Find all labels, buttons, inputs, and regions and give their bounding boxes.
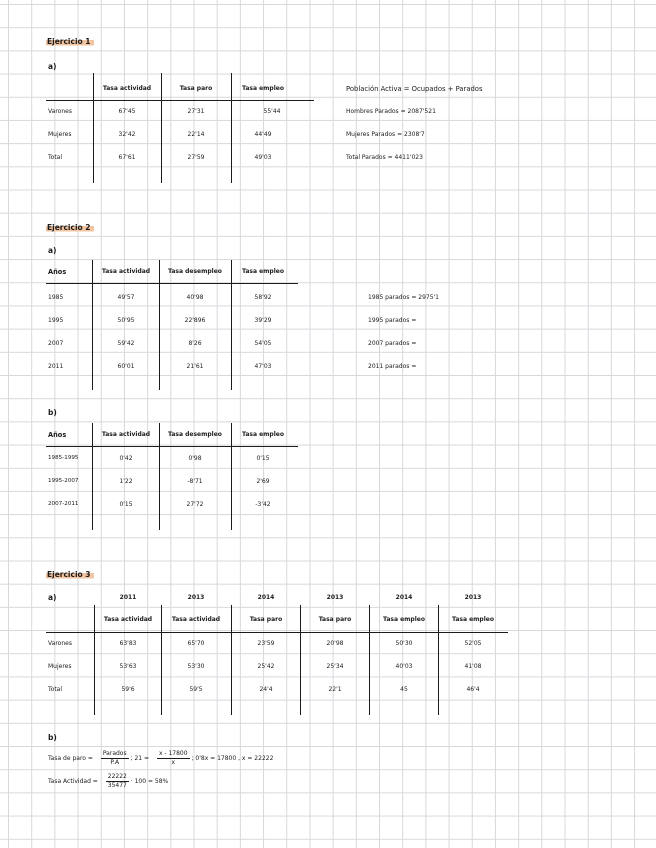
- formula-lhs: Tasa Actividad =: [48, 778, 98, 785]
- fraction-denominator: x: [171, 759, 176, 766]
- cell: 58'92: [254, 294, 272, 301]
- ex3-year: 2011: [119, 594, 137, 601]
- ex3-col-rule-4: [300, 605, 301, 715]
- ex3-col-rule-5: [369, 605, 370, 715]
- ex1-header-unemployment: Tasa paro: [179, 85, 213, 92]
- exercise-2-part-a: a): [48, 246, 57, 255]
- ex3-col-rule-1: [94, 605, 95, 715]
- cell: 2'69: [256, 478, 270, 485]
- cell: 54'05: [254, 340, 272, 347]
- cell: 44'49: [254, 131, 272, 138]
- row-label: Varones: [48, 640, 72, 647]
- ex2a-header-years: Años: [48, 268, 67, 276]
- ex3-header: Tasa empleo: [452, 616, 494, 623]
- cell: 25'42: [257, 663, 275, 670]
- ex3-year: 2014: [395, 594, 413, 601]
- note-line: 1995 parados =: [368, 317, 417, 324]
- ex2a-header-unemployment: Tasa desempleo: [168, 268, 222, 275]
- ex2b-col-rule-2: [159, 423, 160, 530]
- ex3-year: 2013: [187, 594, 205, 601]
- ex3-header: Tasa paro: [249, 616, 283, 623]
- formula-activity-rate: [48, 773, 168, 790]
- ex3-col-rule-2: [161, 605, 162, 715]
- ex1-col-rule-2: [161, 73, 162, 183]
- ex2a-header-employment: Tasa empleo: [242, 268, 284, 275]
- formula-eq2-lhs: ; 21 =: [130, 755, 150, 762]
- cell: 41'08: [464, 663, 482, 670]
- ex3-year: 2014: [257, 594, 275, 601]
- exercise-2-part-b: b): [48, 408, 57, 417]
- ex3-header: Tasa paro: [318, 616, 352, 623]
- cell: 49'57: [117, 294, 135, 301]
- cell: 21'61: [186, 363, 204, 370]
- formula-rest: ; 0'8x = 17800 , x = 22222: [191, 755, 274, 762]
- row-label: Varones: [48, 108, 72, 115]
- ex3-col-rule-6: [438, 605, 439, 715]
- cell: 0'15: [119, 501, 133, 508]
- ex2b-header-years: Años: [48, 431, 67, 439]
- fraction-denominator: 35477: [107, 782, 127, 789]
- cell: 59'42: [117, 340, 135, 347]
- ex2a-col-rule-3: [231, 260, 232, 390]
- cell: 52'05: [464, 640, 482, 647]
- cell: -3'42: [255, 501, 271, 508]
- row-label: 2011: [48, 363, 64, 370]
- ex1-header-activity: Tasa actividad: [102, 85, 152, 92]
- fraction-numerator: x - 17800: [158, 750, 188, 757]
- cell: 24'4: [259, 686, 273, 693]
- fraction-denominator: P.A: [110, 759, 120, 766]
- row-label: Mujeres: [48, 663, 72, 670]
- ex1-col-rule-1: [93, 73, 94, 183]
- cell: 47'03: [254, 363, 272, 370]
- ex2b-header-employment: Tasa empleo: [242, 431, 284, 438]
- row-label: 1995: [48, 317, 64, 324]
- cell: 1'22: [119, 478, 133, 485]
- cell: 67'45: [118, 108, 136, 115]
- note-line: 1985 parados = 2975'1: [368, 294, 439, 301]
- ex2b-col-rule-1: [92, 423, 93, 530]
- note-line: Población Activa = Ocupados + Parados: [346, 85, 483, 93]
- fraction: [101, 750, 129, 767]
- cell: 67'61: [118, 154, 136, 161]
- exercise-3-part-b: b): [48, 733, 57, 742]
- note-line: 2011 parados =: [368, 363, 417, 370]
- ex2a-col-rule-1: [92, 260, 93, 390]
- cell: 22'14: [187, 131, 205, 138]
- cell: 50'95: [117, 317, 135, 324]
- cell: 27'31: [187, 108, 205, 115]
- cell: 27'59: [187, 154, 205, 161]
- cell: 22'1: [328, 686, 342, 693]
- ex1-header-employment: Tasa empleo: [242, 85, 284, 92]
- cell: 0'42: [119, 455, 133, 462]
- cell: 25'34: [326, 663, 344, 670]
- ex3-year: 2013: [326, 594, 344, 601]
- fraction: [157, 750, 190, 767]
- cell: 46'4: [466, 686, 480, 693]
- row-label: Mujeres: [48, 131, 72, 138]
- exercise-3-part-a: a): [48, 593, 57, 602]
- row-label: 2007: [48, 340, 64, 347]
- ex3-year: 2013: [464, 594, 482, 601]
- cell: 27'72: [186, 501, 204, 508]
- ex3-header: Tasa actividad: [171, 616, 221, 623]
- cell: 22'896: [184, 317, 206, 324]
- exercise-2-heading: Ejercicio 2: [46, 223, 94, 232]
- cell: 65'70: [187, 640, 205, 647]
- cell: 53'63: [119, 663, 137, 670]
- fraction-numerator: Parados: [102, 750, 127, 757]
- ex1-col-rule-3: [231, 73, 232, 183]
- note-line: Total Parados = 4411'023: [346, 154, 423, 161]
- row-label: 1985: [48, 294, 64, 301]
- cell: 0'98: [188, 455, 202, 462]
- ex1-header-rule: [46, 100, 314, 101]
- cell: 8'26: [188, 340, 202, 347]
- ex3-header: Tasa empleo: [383, 616, 425, 623]
- cell: 45: [400, 686, 408, 693]
- cell: 0'15: [256, 455, 270, 462]
- ex2a-header-activity: Tasa actividad: [101, 268, 151, 275]
- exercise-3-heading: Ejercicio 3: [46, 570, 94, 579]
- exercise-1-part-a: a): [48, 62, 57, 71]
- cell: 50'30: [395, 640, 413, 647]
- note-line: Hombres Parados = 2087'521: [346, 108, 436, 115]
- cell: -8'71: [187, 478, 203, 485]
- cell: 59'6: [121, 686, 135, 693]
- formula-rest: · 100 = 58%: [130, 778, 169, 785]
- cell: 32'42: [118, 131, 136, 138]
- ex2b-header-rule: [46, 446, 298, 447]
- note-line: 2007 parados =: [368, 340, 417, 347]
- row-label: 1985-1995: [48, 455, 79, 461]
- cell: 39'29: [254, 317, 272, 324]
- cell: 49'03: [254, 154, 272, 161]
- row-label: Total: [48, 686, 63, 693]
- row-label: Total: [48, 154, 63, 161]
- row-label: 2007-2011: [48, 501, 79, 507]
- cell: 53'30: [187, 663, 205, 670]
- ex2b-header-activity: Tasa actividad: [101, 431, 151, 438]
- formula-unemployment-rate: [48, 750, 273, 767]
- fraction-numerator: 22222: [107, 773, 127, 780]
- cell: 55'44: [263, 108, 281, 115]
- ex3-header: Tasa actividad: [103, 616, 153, 623]
- cell: 59'5: [189, 686, 203, 693]
- cell: 60'01: [117, 363, 135, 370]
- cell: 40'03: [395, 663, 413, 670]
- formula-lhs: Tasa de paro =: [48, 755, 93, 762]
- fraction: [106, 773, 129, 790]
- ex2a-header-rule: [46, 283, 298, 284]
- cell: 63'83: [119, 640, 137, 647]
- cell: 40'98: [186, 294, 204, 301]
- ex3-col-rule-3: [231, 605, 232, 715]
- cell: 20'98: [326, 640, 344, 647]
- cell: 23'59: [257, 640, 275, 647]
- ex2b-col-rule-3: [231, 423, 232, 530]
- exercise-1-heading: Ejercicio 1: [46, 37, 94, 46]
- row-label: 1995-2007: [48, 478, 79, 484]
- ex2b-header-unemployment: Tasa desempleo: [168, 431, 222, 438]
- note-line: Mujeres Parados = 2308'7: [346, 131, 425, 138]
- ex2a-col-rule-2: [159, 260, 160, 390]
